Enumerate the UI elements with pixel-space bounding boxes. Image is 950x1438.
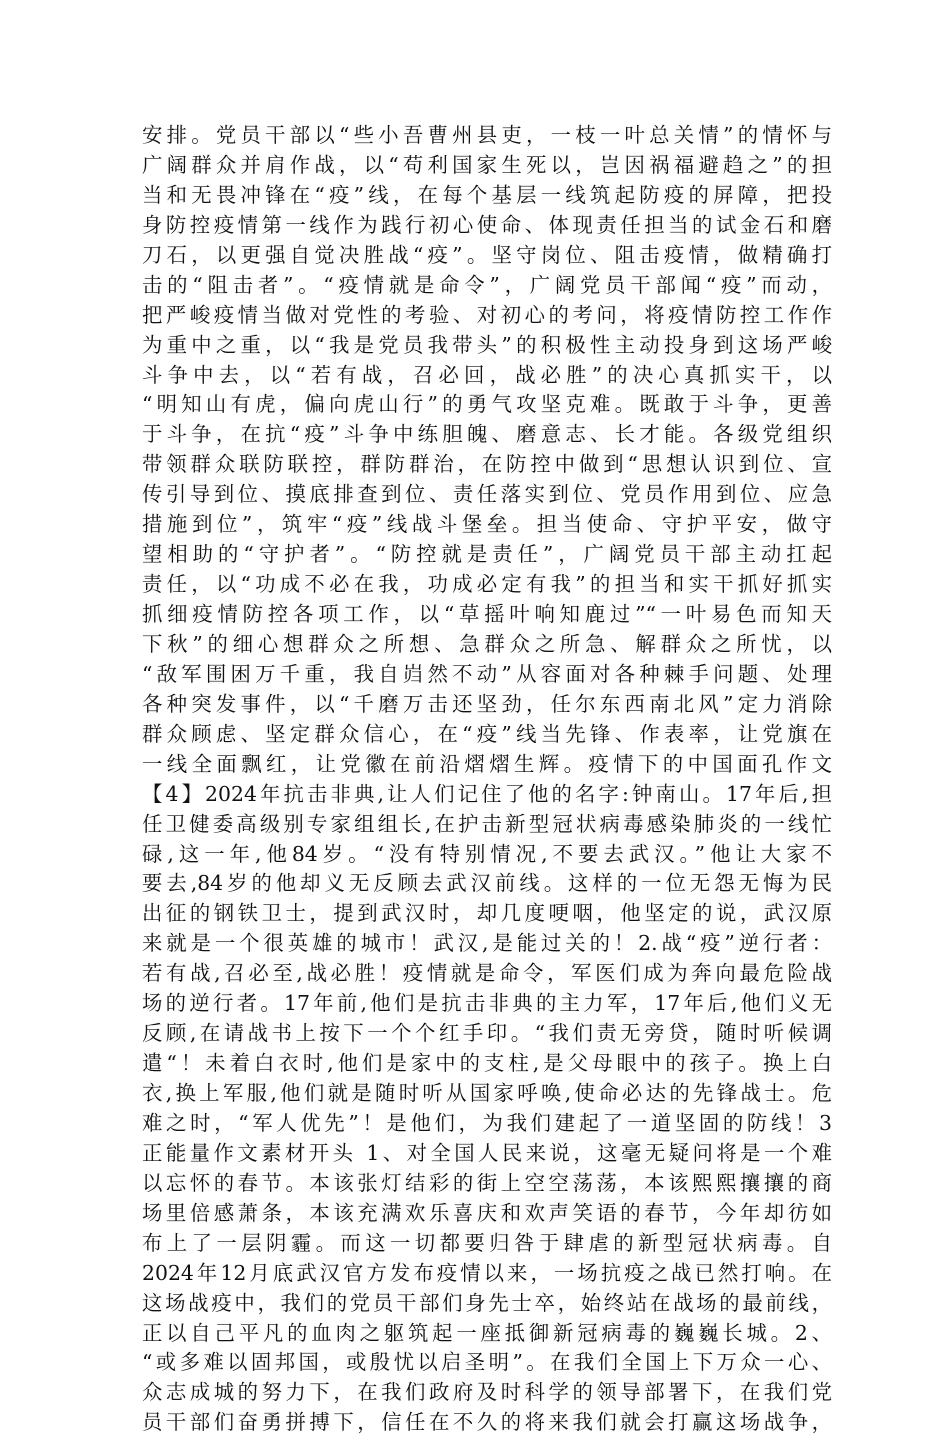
- text-line: 击的“阻击者”。“疫情就是命令”，广阔党员干部闻“疫”而动，: [142, 272, 832, 297]
- text-line: 为重中之重，以“我是党员我带头”的积极性主动投身到这场严峻: [142, 332, 832, 357]
- text-line: 下秋”的细心想群众之所想、急群众之所急、解群众之所忧，以: [142, 631, 832, 656]
- text-line: 斗争中去，以“若有战，召必回，战必胜”的决心真抓实干，以: [142, 362, 832, 387]
- text-line: 要去,84岁的他却义无反顾去武汉前线。这样的一位无怨无悔为民: [142, 871, 832, 896]
- text-line: 一线全面飘红，让党徽在前沿熠熠生辉。疫情下的中国面孔作文: [142, 751, 832, 776]
- text-line: 场里倍感萧条，本该充满欢乐喜庆和欢声笑语的春节，今年却彷如: [142, 1200, 832, 1225]
- text-line: 难之时，“军人优先”！是他们，为我们建起了一道坚固的防线！3: [142, 1110, 832, 1135]
- text-line: 场的逆行者。17年前,他们是抗击非典的主力军，17年后,他们义无: [142, 991, 832, 1016]
- text-line: 反顾,在请战书上按下一个个红手印。“我们责无旁贷，随时听候调: [142, 1021, 832, 1046]
- text-line: 2024年12月底武汉官方发布疫情以来，一场抗疫之战已然打响。在: [142, 1260, 832, 1285]
- text-line: 【4】2024年抗击非典,让人们记住了他的名字:钟南山。17年后,担: [142, 781, 832, 806]
- text-line: “明知山有虎，偏向虎山行”的勇气攻坚克难。既敢于斗争，更善: [142, 392, 832, 417]
- text-line: 各种突发事件，以“千磨万击还坚劲，任尔东西南北风”定力消除: [142, 691, 832, 716]
- text-line: 刀石，以更强自觉决胜战“疫”。坚守岗位、阻击疫情，做精确打: [142, 242, 832, 267]
- text-line: 身防控疫情第一线作为践行初心使命、体现责任担当的试金石和磨: [142, 212, 832, 237]
- text-line: 把严峻疫情当做对党性的考验、对初心的考问，将疫情防控工作作: [142, 302, 832, 327]
- text-line: 众志成城的努力下，在我们政府及时科学的领导部署下，在我们党: [142, 1380, 832, 1405]
- text-line: 衣,换上军服,他们就是随时听从国家呼唤,使命必达的先锋战士。危: [142, 1081, 832, 1105]
- text-line: 正以自己平凡的血肉之躯筑起一座抵御新冠病毒的巍巍长城。2、: [142, 1320, 832, 1345]
- text-line: 广阔群众并肩作战，以“苟利国家生死以，岂因祸福避趋之”的担: [142, 152, 832, 177]
- text-line: 责任，以“功成不必在我，功成必定有我”的担当和实干抓好抓实: [142, 572, 832, 597]
- text-line: 群众顾虑、坚定群众信心，在“疫”线当先锋、作表率，让党旗在: [142, 721, 832, 746]
- text-line: 布上了一层阴霾。而这一切都要归咎于肆虐的新型冠状病毒。自: [142, 1230, 832, 1255]
- text-line: 正能量作文素材开头 1、对全国人民来说，这毫无疑问将是一个难: [142, 1140, 832, 1165]
- text-line: 抓细疫情防控各项工作，以“草摇叶响知鹿过”“一叶易色而知天: [142, 602, 832, 626]
- text-line: 当和无畏冲锋在“疫”线，在每个基层一线筑起防疫的屏障，把投: [142, 182, 832, 207]
- text-line: 安排。党员干部以“些小吾曹州县吏，一枝一叶总关情”的情怀与: [142, 123, 832, 147]
- text-line: 任卫健委高级别专家组组长,在护击新型冠状病毒感染肺炎的一线忙: [142, 811, 832, 836]
- text-line: 这场战疫中，我们的党员干部们身先士卒，始终站在战场的最前线，: [142, 1290, 832, 1315]
- text-line: 望相助的“守护者”。“防控就是责任”，广阔党员干部主动扛起: [142, 542, 832, 567]
- text-line: 来就是一个很英雄的城市！武汉,是能过关的！2.战“疫”逆行者：: [142, 931, 832, 956]
- text-line: 于斗争，在抗“疫”斗争中练胆魄、磨意志、长才能。各级党组织: [142, 422, 832, 447]
- text-line: 遣“！未着白衣时,他们是家中的支柱,是父母眼中的孩子。换上白: [142, 1051, 832, 1076]
- text-line: 带领群众联防联控，群防群治，在防控中做到“思想认识到位、宣: [142, 452, 832, 477]
- text-line: 措施到位”，筑牢“疫”线战斗堡垒。担当使命、守护平安，做守: [142, 512, 832, 537]
- body-text: [142, 121, 832, 1438]
- text-line: 出征的钢铁卫士，提到武汉时，却几度哽咽，他坚定的说，武汉原: [142, 901, 832, 926]
- text-line: “敌军围困万千重，我自岿然不动”从容面对各种棘手问题、处理: [142, 661, 832, 686]
- text-line: 员干部们奋勇拼搏下，信任在不久的将来我们就会打赢这场战争，: [142, 1410, 832, 1435]
- text-line: “或多难以固邦国，或殷忧以启圣明”。在我们全国上下万众一心、: [142, 1350, 832, 1375]
- text-line: 以忘怀的春节。本该张灯结彩的街上空空荡荡，本该熙熙攘攘的商: [142, 1170, 832, 1195]
- text-line: 若有战,召必至,战必胜！疫情就是命令，军医们成为奔向最危险战: [142, 961, 832, 986]
- text-line: 传引导到位、摸底排查到位、责任落实到位、党员作用到位、应急: [142, 482, 832, 507]
- text-line: 碌,这一年,他84岁。“没有特别情况,不要去武汉。”他让大家不: [142, 841, 832, 866]
